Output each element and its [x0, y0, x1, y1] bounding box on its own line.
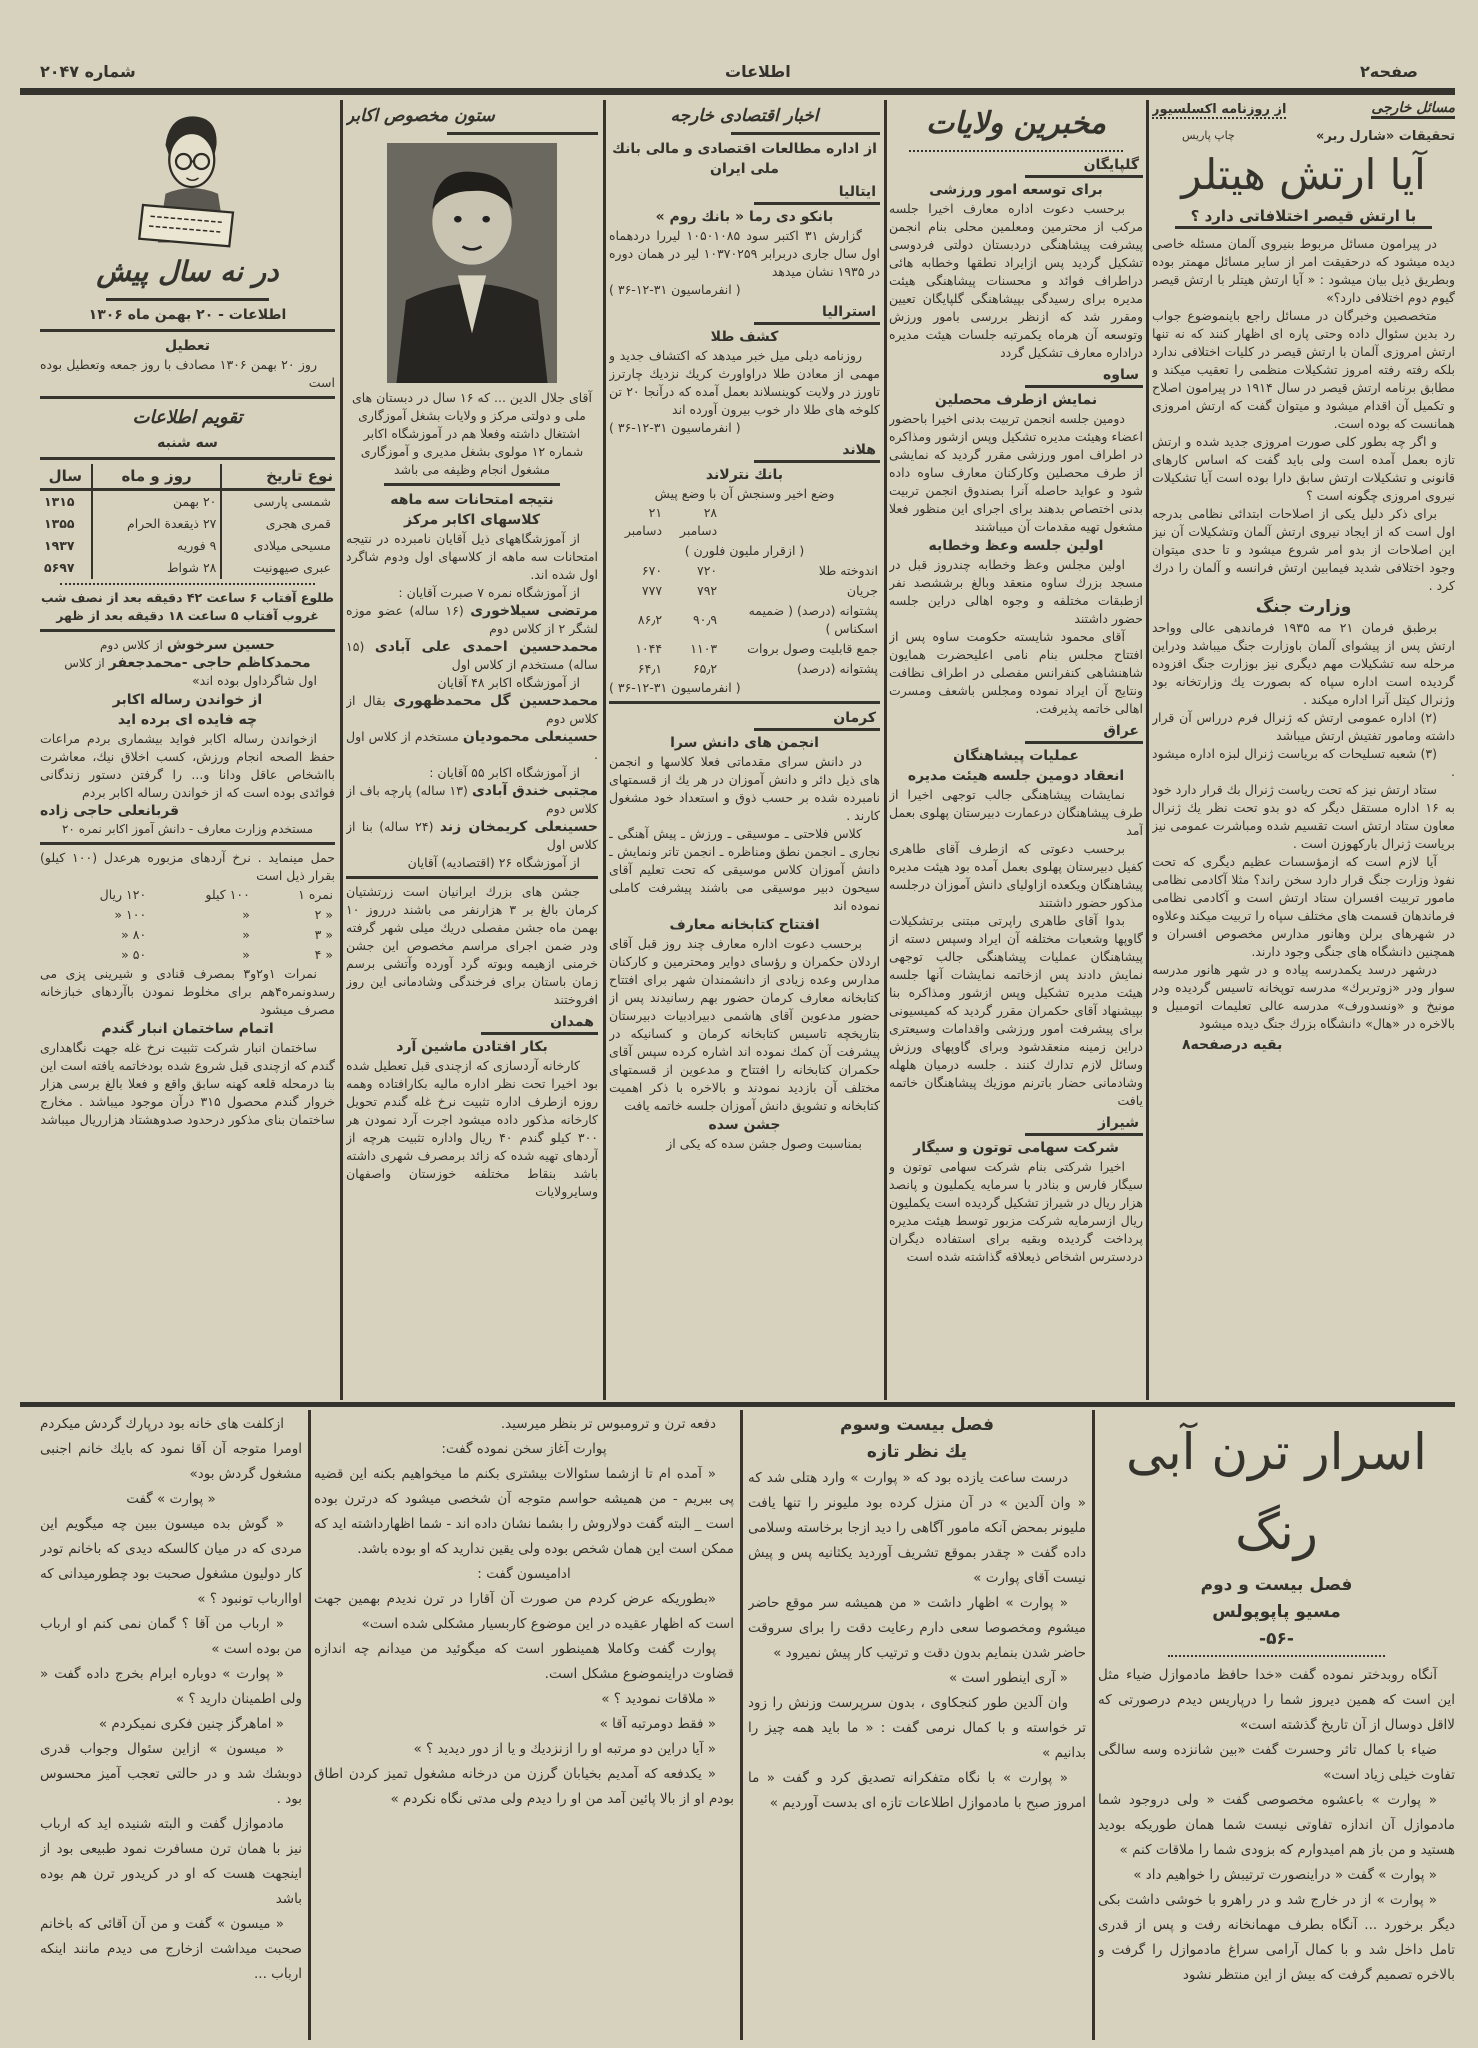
serial-paragraph: ادامیسون گفت :	[477, 1566, 571, 1582]
section-label-australia: استرالیا	[754, 302, 880, 325]
student-detail: (۱۳ ساله) پارچه باف از کلاس دوم	[346, 783, 598, 816]
exam-intro: از آموزشگاههای ذیل آقایان نامبرده در نتیجه امتحانات سه ماهه از کلاسهای اول ودوم شاگرد اول شده اند.	[346, 531, 598, 582]
column-provincial-correspondents	[889, 100, 1143, 1400]
student-line: اول شاگرداول بوده اند»	[191, 673, 317, 688]
article-body: اخیرا شرکتی بنام شرکت سهامی توتون و سیگار فارس و بنادر با سرمایه یکملیون و پانصد هزار ریال در شیراز تشکیل گردیده است یکملیون ریال ازسرمایه شرکت مزبور توسط هیئت مدیره پرداخت گردیده وبقیه برای استفاده دیگران دردسترس اشخاص ذیعلاقه گذاشته شده است	[889, 1159, 1143, 1264]
divider	[40, 396, 335, 399]
essay-body: ازخواندن رساله اکابر فواید بیشماری بردم مراعات حفظ الصحه انجام ورزش، کسب اخلاق نیك، معاشرت بااشخاص عاقل ودانا و... را گرفتن دستور زندگانی فوائدی بوده است که از خواندن رساله اکابر بردم	[40, 731, 335, 800]
column-title: اخبار اقتصادی خارجه	[670, 106, 819, 126]
school-label: از آموزشگاه اکابر ۴۸ آقایان	[437, 675, 580, 690]
flour-grade: « ۳	[314, 927, 333, 942]
article-body: برحسب دعوت اداره معارف چند روز قبل آقای اردلان حکمران و رؤسای دوایر ومحترمین و کارکنان مدارس وعده زیادی از دانشمندان شهر برای افتتاح کتابخانه معارف کرمان حضور بهم رسانیدند پس از حضور مدعوین آقای هاشمی دبیرادبیات دبیرستان بتاریخچه تاسیس کتابخانه کرمان و کسانیکه در پیشرفت آن کمك نموده اند اشاره کرده سپس آقای حکمران کتابخانه را افتتاح و مدعوین از قسمتهای مختلف آن بازدید نمودند و بالاخره با ذکر اهمیت کتابخانه و تشویق دانش آموزان جلسه خاتمه یافت	[609, 936, 880, 1113]
serial-paragraph: « گوش بده میسون ببین چه میگویم این مردی که در میان کالسکه دیدی که باخانم تودر کار دولیون مشغول صحبت بود چطورمیدانی که اواارباب تونبود ؟ »	[40, 1516, 302, 1607]
bank-value: ۷۷۷	[641, 583, 663, 598]
flour-grade: « ۴	[314, 947, 333, 962]
student-name: حسین سرخوش	[166, 637, 276, 653]
student-name: مجتبی خندق آبادی	[471, 783, 598, 799]
article-body: برحسب دعوتی که ازطرف آقای طاهری کفیل دبیرستان پهلوی بعمل آمده بود هیئت مدیره پیشاهنگان ویکعده ازاولیای دانش آموزان درجلسه مذکور حضور داشتند	[889, 841, 1143, 910]
section-label-shiraz: شیراز	[1025, 1113, 1143, 1136]
article-title: عملیات پیشاهنگان	[953, 748, 1079, 764]
bank-row	[609, 561, 880, 581]
chapter-heading: فصل بیست وسوم	[840, 1415, 994, 1435]
student-detail: مستخدم از کلاس اول .	[346, 729, 598, 762]
serial-paragraph: « یکدفعه که آمدیم بخیابان گرزن من درخانه مشغول تمیز کردن اطاق بودم او از بالا پائین آمد من او را دیدم ولی مدتی نگاه نکردم »	[314, 1766, 734, 1807]
photo-caption: آقای جلال الدین ... که ۱۶ سال در دبستان های ملی و دولتی مرکز و ولایات بشغل آموزگاری اشتغال داشته وفعلا هم در آموزشگاه اکابر شماره ۱۲ مولوی بشغل مدیری و آموزگاری مشغول انجام وظیفه می باشد	[351, 390, 593, 477]
chapter-title: یك نظر تازه	[866, 1442, 968, 1462]
article-title: کشف طلا	[710, 329, 779, 345]
bank-value: ۱۰۴۴	[635, 641, 663, 656]
column-rule	[740, 1410, 743, 2040]
serial-paragraph: پوارت گفت وکاملا همینطور است که میگوئید من میدانم چه اندازه قضاوت دراینموضوع مشکل است.	[314, 1641, 734, 1682]
serial-paragraph: « فقط دومرتبه آقا »	[599, 1716, 716, 1732]
article-title: برای توسعه امور ورزشی	[929, 182, 1103, 198]
article-body: (۲) اداره عمومی ارتش که ژنرال فرم درراس آن قرار داشته ومامور تفتیش ارتش میباشد	[1152, 710, 1455, 743]
student-entry	[346, 728, 598, 764]
column-nine-years-calendar	[40, 100, 335, 1400]
serial-paragraph: « پوارت » اظهار داشت « من همیشه سر موقع حاضر میشوم ومخصوصا سعی دارم رعایت دقت را برای سروقت حاضر شدن بنمایم بدون دقت و ترتیب کار پیش نمیرود »	[748, 1595, 1086, 1661]
article-body: در پیرامون مسائل مربوط بنیروی آلمان مسئله خاصی دیده میشود که درحقیقت امر از سایر مسائل مهمتر بوده وبطریق ذیل بیان میشود : « آیا ارتش هیتلر با ارتش قیصر گیوم دوم اختلافی دارد؟»	[1152, 236, 1455, 305]
cartoon-reader-illustration	[40, 100, 335, 250]
zoroastrian-festival-body: جشن های بزرك ایرانیان است زرتشتیان کرمان بالغ بر ۳ هزارنفر می باشند درروز ۱۰ بهمن ماه جشن مفصلی دریك میلی شهر گرفته ودر ضمن اجرای مراسم مخصوص این جشن خرمنی ازهیمه وبوته گرد آورده وآتشی برسم زمان باستان برای فرخندگی وشادمانی این روز افروختند	[346, 884, 598, 1007]
section-label-saveh: ساوه	[1025, 365, 1143, 388]
calendar-year: ۱۹۳۷	[44, 538, 75, 553]
dotted-divider	[60, 583, 315, 585]
article-title: انجمن های دانش سرا	[670, 735, 819, 751]
article-body: بدوا آقای طاهری راپرتی مبتنی برتشکیلات گاوپها وشعبات مختلفه آن ایراد وسپس دسته از پیشاهنگان عملیات پیشاهنگی جالب توجهی نمایش دادند پس ازخاتمه نمایشات آنها جلسه هیئت مدیره تشکیل وپس ازشور ومذاکره بنا بپیشنهاد آقای حکمران مقرر گردید که کمیسیونی برای پیشرفت امور ورزشی واقدامات وسیعتری دراین زمینه منعقدشود وبرای گاوپهای ورزش وسائل لازم تدارك کنند . جلسه درمیان هلهله وشادمانی حضار باترنم موزیك پیشاهنگان خاتمه یافت	[889, 913, 1143, 1108]
student-detail: (۱۵ ساله) مستخدم از کلاس اول	[346, 639, 598, 672]
section-label-hamadan: همدان	[481, 1012, 598, 1035]
bank-row	[609, 601, 880, 639]
serial-paragraph: « آری اینطور است »	[949, 1670, 1068, 1686]
column-hitler-army-article	[1152, 100, 1455, 1400]
continued-on-page-8[interactable]: بقیه درصفحه۸	[1182, 1037, 1283, 1053]
warehouse-body: ساختمان انبار شرکت تثبیت نرخ غله جهت نگاهداری گندم که ازچندی قبل شروع شده بودخاتمه یافته است این بنا درمحله قلعه کهنه سابق واقع و فعلا بالغ برسی هزار خروار گندم محصول ۳۱۵ درآن موجود میباشد . مخارج ساختمان بنای مذکور درحدود صدوهشتاد هزارریال میباشد	[40, 1040, 335, 1127]
serial-paragraph: « آمده ام تا ازشما سئوالات بیشتری بکنم ما میخواهیم بکنه این قضیه پی ببریم - من همیشه حواسم متوجه آن شخصی میشود که درترن بوده است _ البته گفت دولاروش را بشما نشان داده اند - شما اظهارداشته اید که ممکن است این همان شخص بوده ولی یقین ندارید که او بوده باشد.	[314, 1466, 734, 1557]
calendar-row	[40, 513, 335, 535]
serial-paragraph: مادموازل گفت و البته شنیده اید که ارباب نیز با همان ترن مسافرت نمود طبیعی بود از اینجهت هست که او در کریدور ترن هم بوده باشد	[40, 1816, 302, 1907]
student-detail: بقال از کلاس دوم	[346, 693, 598, 726]
student-name: محمدکاظم حاجی -محمدجعفر	[108, 655, 311, 671]
school-label: از آموزشگاه ۲۶ (اقتصادیه) آقایان	[407, 855, 580, 870]
serial-part-b	[314, 1412, 734, 2040]
serial-paragraph: « پوارت » از در خارج شد و در راهرو با خوشی داشت بکی دیگر برخورد ... آنگاه بطرف مهمانخانه رفت و پس از قدری تامل داخل شد و با کمال آرامی سراغ مادموازل را گرفت و بالاخره تصمیم گرفت که بیش از این منتظر نشود	[1098, 1892, 1455, 1983]
bank-row	[609, 581, 880, 601]
serial-paragraph: وان آلدین طور کنجکاوی ، بدون سرپرست وزنش را زود تر خواسته و با کمال نرمی گفت : « ما باید همه چیز را بدانیم »	[748, 1695, 1086, 1761]
article-body: اولین مجلس وعظ وخطابه چندروز قبل در مسجد بزرك ساوه منعقد وبالغ برششصد نفر ازطبقات مختلفه و وجوه اهالی دراین جلسه حضور داشتند	[889, 557, 1143, 626]
serial-paragraph: پوارت آغاز سخن نموده گفت:	[441, 1441, 607, 1457]
serial-paragraph: «بطوریکه عرض کردم من صورت آن آقارا در ترن ندیدم بهمین جهت است که اظهار عقیده در این موضوع کاربسیار مشکلی شده است»	[314, 1591, 734, 1632]
article-body: ستاد ارتش نیز که تحت ریاست ژنرال بك قرار دارد خود به ۱۶ اداره مستقل دیگر که دو بدو تحت نظر یك ژنرال معاون ستاد ارتش است تقسیم شده ومباشرت عمومی نیز بریاست ژنرال بارکهوزن است .	[1152, 782, 1455, 851]
serial-title: اسرار ترن آبی رنگ	[1126, 1423, 1427, 1561]
calendar-year: ۵۶۹۷	[44, 560, 75, 575]
student-entry	[346, 818, 598, 854]
student-name: حسینعلی کریمخان زند	[439, 819, 598, 835]
section-label-italy: ایتالیا	[754, 182, 880, 205]
headline: آیا ارتش هیتلر	[1181, 150, 1426, 199]
student-entry	[346, 638, 598, 674]
bank-value: ۷۲۰	[696, 563, 718, 578]
article-source: ( انفرماسیون ۳۱-۱۲-۳۶ )	[609, 282, 741, 297]
flour-intro: حمل مینماید . نرخ آردهای مزبوره هرعدل (۱۰۰ کیلو) بقرار ذیل است	[40, 850, 335, 883]
weekday: سه شنبه	[157, 435, 218, 451]
serial-paragraph: « پوارت » گفت « دراینصورت ترتیبش را خواهیم داد »	[1133, 1867, 1437, 1883]
student-class: از کلاس	[64, 656, 105, 670]
kicker-foreign-affairs: مسائل خارجی	[1371, 100, 1455, 119]
byline: تحقیقات «شارل ربر»	[1316, 129, 1455, 144]
holiday-title: تعطیل	[164, 338, 210, 354]
flour-grade: نمره ۱	[298, 887, 333, 902]
serial-paragraph: « پوارت » گفت	[126, 1491, 216, 1507]
essay-title: از خواندن رساله اکابر	[112, 692, 263, 708]
serial-paragraph: ازکلفت های خانه بود درپارك گردش میکردم اومرا متوجه آن آقا نمود که بایك خانم اجنبی مشغول گردش بود»	[40, 1416, 302, 1482]
calendar-year: ۱۳۵۵	[44, 516, 75, 531]
divider	[447, 132, 598, 135]
column-rule	[1092, 1410, 1095, 2040]
section-label-kerman: کرمان	[754, 708, 880, 731]
exam-results-title: نتیجه امتحانات سه ماهه	[390, 492, 554, 508]
serial-part-chapter-22	[1098, 1412, 1455, 2040]
flour-price: ۱۰۰ «	[114, 907, 147, 922]
column-title: مخبرین ولایات	[926, 106, 1106, 141]
student-line	[40, 654, 335, 672]
divider	[40, 329, 335, 332]
bank-row-label: پشتوانه (درصد) ( ضمیمه اسکناس )	[748, 603, 878, 636]
article-title: بانك نترلاند	[705, 467, 784, 483]
article-title: شرکت سهامی توتون و سیگار	[913, 1140, 1119, 1156]
column-rule	[308, 1410, 311, 2040]
flour-price-row	[40, 945, 335, 965]
student-detail: (۲۴ ساله) بنا از کلاس اول	[346, 819, 598, 852]
newspaper-name: اطلاعات	[725, 62, 791, 81]
column-rule	[884, 100, 887, 1400]
student-entry	[346, 782, 598, 818]
serial-paragraph: « ملاقات نمودید ؟ »	[601, 1691, 716, 1707]
article-body: برحسب دعوت اداره معارف اخیرا جلسه مرکب از محترمین ومعلمین محلی بنام انجمن پیشرفت پیشاهنگی دردبستان دولتی فردوسی تشکیل گردید پس ازایراد نطقها وخطابه هائی دراطراف فوائد و محسنات پیشاهنگی هیئت مدیره برای رسیدگی بپیشاهنگی گلپایگان تعیین ومقرر شد که ازنظر بررسی بامور ورزش وتوسعه آن هرماه یکمرتبه جلسات هیئت مدیره دراداره معارف تشکیل گردد	[889, 201, 1143, 360]
header-rule	[20, 88, 1455, 95]
student-name: محمدحسین احمدی علی آبادی	[374, 639, 598, 655]
flour-price-row	[40, 925, 335, 945]
student-line	[40, 636, 335, 654]
exam-results-subtitle: کلاسهای اکابر مرکز	[403, 512, 540, 528]
essay-author-note: مستخدم وزارت معارف - دانش آموز اکابر نمره ۲۰	[61, 822, 313, 836]
essay-author: قربانعلی حاجی زاده	[40, 803, 180, 819]
calendar-type: عبری صیهونیت	[252, 560, 331, 575]
student-entry	[346, 692, 598, 728]
section-label-araq: عراق	[1025, 721, 1143, 744]
chapter-heading: فصل بیست و دوم	[1200, 1575, 1353, 1595]
bank-row-label: جمع قابلیت وصول بروات	[747, 641, 878, 656]
divider	[40, 629, 335, 632]
bank-row	[609, 659, 880, 679]
sunrise-time: طلوع آفتاب ۶ ساعت ۴۲ دقیقه بعد از نصف شب	[40, 590, 335, 605]
divider	[384, 483, 560, 486]
column-rule	[340, 100, 343, 1400]
issue-number: شماره ۲۰۴۷	[40, 62, 136, 81]
bank-value: ۶۴٫۱	[637, 661, 663, 676]
bank-unit: ( ازقرار ملیون فلورن )	[684, 543, 805, 558]
flour-price: ۵۰ «	[121, 947, 147, 962]
column-rule	[603, 100, 606, 1400]
source-excelsior: از روزنامه اکسلسیور	[1152, 102, 1287, 117]
flour-price: ۸۰ «	[121, 927, 147, 942]
bank-value: ۷۹۲	[696, 583, 718, 598]
article-body: کلاس فلاحتی ـ موسیقی ـ ورزش ـ پیش آهنگی ـ نجاری ـ انجمن نطق ومناظره ـ انجمن تاتر ونمایش ـ دانش آموزان کلاس موسیقی که تحت تعلیم آقای سیحون دبیر موسیقی می باشند پیشرفت کاملی نموده اند	[609, 826, 880, 913]
essay-title: چه فایده ای برده اید	[117, 712, 258, 728]
edition: چاپ پاریس	[1182, 129, 1235, 142]
article-body: بمناسبت وصول جشن سده که یکی از	[666, 1136, 862, 1151]
article-body: متخصصین وخبرگان در مسائل راجع باینموضوع جواب رد بدین سئوال داده وحتی پاره ای اظهار کنند که نه تنها ارتش امروزی آلمان با ارتش قیصر در کلیات اختلافی ندارد بلکه رفته رفته امروز تشکیلات منظمی را تعقیب میکند و مطابق برنامه ارتش قیصر در سال ۱۹۱۴ در پیرامون اصلاح و تکمیل آن اقدام میشود و میتوان گفت که ارتش امروزی همانست که بوده است.	[1152, 308, 1455, 431]
calendar-type: قمری هجری	[265, 516, 331, 531]
article-body: گزارش ۳۱ اکتبر سود ۱۰۵۰۱۰۸۵ لیررا دردهماه اول سال جاری دربرابر ۱۰۳۷۰۲۵۹ لیر در همان دوره در ۱۹۳۵ نشان میدهد	[609, 228, 880, 279]
calendar-row	[40, 557, 335, 579]
portrait-photo	[387, 143, 557, 383]
divider	[40, 842, 335, 845]
divider	[346, 876, 598, 879]
dotted-divider	[909, 150, 1123, 152]
serial-paragraph: « آیا دراین دو مرتبه او را ازنزدیك و یا از دور دیدید ؟ »	[413, 1741, 716, 1757]
serial-part-a	[40, 1412, 302, 2040]
bank-statement-table	[609, 503, 880, 679]
flour-price-row	[40, 885, 335, 905]
installment-number: -۵۶-	[1259, 1629, 1294, 1649]
article-source: ( انفرماسیون ۳۱-۱۲-۳۶ )	[609, 680, 741, 695]
calendar-day: ۲۸ شواط	[92, 557, 222, 579]
student-entry	[346, 602, 598, 638]
serial-paragraph: دفعه ترن و ترومبوس تر بنظر میرسید.	[500, 1416, 716, 1432]
calendar-day: ۲۷ ذیقعدة الحرام	[92, 513, 222, 535]
student-name: محمدحسین گل محمدظهوری	[393, 693, 598, 709]
bank-value: ۶۵٫۲	[692, 661, 718, 676]
article-body: (۳) شعبه تسلیحات که بریاست ژنرال لبزه اداره میشود .	[1152, 746, 1455, 779]
bank-intro: وضع اخیر وسنجش آن با وضع پیش	[654, 486, 835, 501]
warehouse-title: اتمام ساختمان انبار گندم	[101, 1021, 274, 1037]
article-title: جشن سده	[708, 1117, 781, 1133]
holiday-text: روز ۲۰ بهمن ۱۳۰۶ مصادف با روز جمعه وتعطیل بوده است	[40, 357, 335, 390]
serial-paragraph: ضیاء با کمال تاثر وحسرت گفت «بین شانزده وسه سالگی تفاوت خیلی زیاد است»	[1098, 1742, 1455, 1783]
calendar-table	[40, 464, 335, 579]
bank-row-label: پشتوانه (درصد)	[796, 661, 878, 676]
subheadline: با ارتش قیصر اختلافاتی دارد ؟	[1175, 206, 1433, 229]
article-title: بانکو دی رما « بانك روم »	[655, 209, 834, 225]
chapter-title: مسیو پاپوپولس	[1212, 1602, 1341, 1622]
bank-row	[609, 639, 880, 659]
article-body: روزنامه دیلی میل خبر میدهد که اکتشاف جدید و مهمی از معادن طلا دراواورث کریك نزدیك چارترز تاورز در ولایت کوینسلاند بعمل آمده که درآنجا ۲۰ تن کلوخه های طلا دار خوب بیرون آورده اند	[609, 348, 880, 417]
divider	[106, 298, 268, 301]
article-title: افتتاح کتابخانه معارف	[669, 917, 820, 933]
flour-price-row	[40, 905, 335, 925]
article-body: آقای محمود شایسته حکومت ساوه پس از افتتاح مجلس بنام نامی اعلیحضرت همایون شاهنشاهی کنفرانس مفصلی در اطراف نظافت ونتایج آن ایراد نموده ومجلس باشعف ومسرت اهالی خاتمه پذیرفت.	[889, 629, 1143, 716]
column-title: ستون مخصوص اکابر	[346, 106, 495, 126]
student-detail: (۱۶ ساله) عضو موزه لشگر ۲ از کلاس دوم	[346, 603, 598, 636]
article-title: نمایش ازطرف محصلین	[934, 392, 1098, 408]
serial-part-chapter-23	[748, 1412, 1086, 2040]
bank-value: ۸۶٫۲	[637, 612, 663, 627]
calendar-row	[40, 535, 335, 557]
serial-paragraph: « پوارت » دوباره ابرام بخرج داده گفت « ولی اطمینان دارید ؟ »	[40, 1666, 302, 1707]
school-label: از آموزشگاه نمره ۷ صبرت آقایان :	[398, 585, 580, 600]
dotted-divider	[1168, 1655, 1385, 1657]
nine-years-date: اطلاعات - ۲۰ بهمن ماه ۱۳۰۶	[88, 307, 287, 323]
article-body: برطبق فرمان ۲۱ مه ۱۹۳۵ فرماندهی عالی وواحد ارتش پس از پیشوای آلمان باوزارت جنگ میباشد ودراین مرحله سه تشکیلات مهم دیگری نیز بوزارت جنگ افزوده گردیده است اداره سپاه که بصورت یك وزارتخانه بود وژنرال کیتل آنرا اداره میکند .	[1152, 620, 1455, 707]
calendar-year: ۱۳۱۵	[44, 494, 75, 509]
article-subtitle: انعقاد دومین جلسه هیئت مدیره	[907, 768, 1125, 784]
calendar-header: نوع تاریخ	[221, 464, 335, 490]
bank-value: ۹۰٫۹	[692, 612, 718, 627]
bank-value: ۱۱۰۳	[690, 641, 718, 656]
article-body: در دانش سرای مقدماتی فعلا کلاسها و انجمن های ذیل دائر و دانش آموزان در هر یك از قسمتهای نامبرده شده بر حسب ذوق و استعداد خود مشغول کارند .	[609, 754, 880, 823]
bank-row-label: جریان	[846, 583, 878, 598]
article-title: اولین جلسه وعظ وخطابه	[928, 538, 1104, 554]
bank-row-label: اندوخته طلا	[818, 563, 878, 578]
flour-weight: «	[242, 947, 250, 962]
serial-paragraph: « پوارت » باعشوه مخصوصی گفت « ولی دروجود شما مادموازل آن اندازه تفاوتی نیست شما همان طوریکه بودید هستید و من باز هم امیدوارم که بزودی شما را ملاقات کنم »	[1098, 1792, 1455, 1858]
divider	[40, 457, 335, 460]
calendar-day: ۲۰ بهمن	[92, 490, 222, 514]
student-class: از کلاس دوم	[99, 638, 163, 652]
serial-paragraph: « میسون » گفت و من آن آقائی که باخانم صحبت میداشت ازخارج می دیدم مانند اینکه ارباب ...	[40, 1916, 302, 1982]
student-name: حسینعلی محمودیان	[462, 729, 598, 745]
article-body: درشهر درسد یکمدرسه پیاده و در شهر هانور مدرسه سوار ودر «زوتربرك» مدرسه توپخانه تاسیس گردیده ودر مونیخ و «ونسدورف» مدرسه عالی تعلیمات اتومبیل و بالاخره در «هال» دانشگاه بزرك جنگ دیده میشود	[1152, 962, 1455, 1031]
article-source: ( انفرماسیون ۳۱-۱۲-۳۶ )	[609, 420, 741, 435]
section-label-golpayegan: گلپایگان	[1025, 155, 1143, 178]
serial-paragraph: درست ساعت یازده بود که « پوارت » وارد هتلی شد که « وان آلدین » در آن منزل کرده بود ملیونر را تنها یافت ملیونر بمحض آنکه مامور آگاهی را دید ازجا برخاسته وسلامی داده گفت « چقدر بموقع تشریف آوردید یکثانیه پس و پیش نیست آقای پوارت »	[748, 1470, 1086, 1586]
source-title: از اداره مطالعات اقتصادی و مالی بانك ملی ایران	[612, 141, 877, 177]
serial-paragraph: « میسون » ازاین سئوال وجواب قدری دوبشك شد و در حالتی تعجب آمیز محسوس بود .	[40, 1741, 302, 1807]
serial-paragraph: « اماهرگز چنین فکری نمیکردم »	[98, 1716, 284, 1732]
serial-paragraph: آنگاه روبدختر نموده گفت «خدا حافظ مادموازل ضیاء مثل این است که همین دیروز شما را درپاریس دیدم درصورتی که لااقل دوسال از آن تاریخ گذشته است»	[1098, 1667, 1455, 1733]
column-foreign-economic-news	[609, 100, 880, 1400]
flour-mill-body: کارخانه آردسازی که ازچندی قبل تعطیل شده بود اخیرا تحت نظر اداره مالیه بکارافتاده وهمه روزه ازطرف اداره تثبیت نرخ غله گندم تحویل کارخانه مذکور داده میشود اجرت آرد نمودن هر ۳۰۰ کیلو گندم ۴۰ ریال واداره تثبیت هرچه از آردهای تهیه شده که زائد برمصرف شهری داشته باشد بنقاط مختلفه خوزستان واصفهان وسایرولایات	[346, 1058, 598, 1199]
calendar-type: شمسی پارسی	[253, 494, 331, 509]
article-body: آیا لازم است که ازمؤسسات عظیم دیگری که تحت نفوذ وزارت جنگ قرار دارد سخن راند؟ مثلا آکادمی نظامی مامور تربیت افسران ستاد ارتش است و آکادمی نظامی فرماندهان قسمت های مختلف سپاه را تربیت میکند وعلاوه در شهرهای برلن وهانور مدارس مخصوص افسران و همچنین دانشگاه های جنگی وجود دارند.	[1152, 854, 1455, 959]
calendar-row	[40, 490, 335, 514]
flour-price: ۱۲۰ ریال	[99, 887, 147, 902]
flour-price-table	[40, 885, 335, 965]
article-body: و اگر چه بطور کلی صورت امروزی جدید شده و ارتش تازه بعمل آمده است ولی باید گفت که اساس کارهای قانونی و تشکیلات ارتش سابق دارا بوده است آیا تشکیلات نیروی امروزی چگونه است ؟	[1152, 434, 1455, 503]
bank-date: ۲۱ دسامبر	[624, 505, 663, 538]
calendar-title: تقویم اطلاعات	[132, 407, 243, 428]
school-label: از آموزشگاه اکابر ۵۵ آقایان :	[429, 765, 580, 780]
column-rule	[1146, 100, 1149, 1400]
bank-date: ۲۸ دسامبر	[679, 505, 718, 538]
serial-paragraph: « ارباب من آقا ؟ گمان نمی کنم او ارباب من بوده است »	[40, 1616, 302, 1657]
sunset-time: غروب آفتاب ۵ ساعت ۱۸ دقیقه بعد از ظهر	[56, 608, 319, 623]
calendar-header: روز و ماه	[92, 464, 222, 490]
divider	[609, 701, 880, 704]
section-rule	[20, 1402, 1455, 1407]
article-body: دومین جلسه انجمن تربیت بدنی اخیرا باحضور اعضاء وهیئت مدیره تشکیل وپس ازشور ومذاکره در اطراف امور ورزشی مقرر گردید که نمایشی از طرف محصلین وکارکنان معارف ساوه داده شود و عواید حاصله آنرا بصندوق انجمن تربیت بدنی اختصاص بدهند برای اجرای این منظور فعلا مشغول تهیه مقدمات آن میباشند	[889, 411, 1143, 534]
flour-note: نمرات ۱و۲و۳ بمصرف قنادی و شیرینی پزی می رسدونمره۴هم برای مخلوط نمودن باآردهای خبازخانه مصرف میشود	[40, 966, 335, 1017]
page-number: صفحه۲	[1360, 62, 1418, 81]
column-adult-education	[346, 100, 598, 1400]
section-heading-war-ministry: وزارت جنگ	[1255, 597, 1352, 617]
flour-weight: «	[242, 927, 250, 942]
article-body: برای ذکر دلیل یکی از اصلاحات ابتدائی نظامی بدرجه اول است که از ایجاد نیروی ارتش آلمان وتشکیلات آن نیز این اصلاحات از بدو امر شروع میشود و تا حدی میتوان وجود اختلافی شدید فیمابین ارتش فرانسه و آلمان را درك کرد .	[1152, 506, 1455, 593]
flour-mill-title: بکار افتادن ماشین آرد	[396, 1039, 548, 1055]
divider	[731, 132, 880, 135]
article-body: نمایشات پیشاهنگی جالب توجهی اخیرا از طرف پیشاهنگان درعمارت دبیرستان پهلوی بعمل آمد	[889, 787, 1143, 838]
bank-value: ۶۷۰	[641, 563, 663, 578]
flour-weight: ۱۰۰ کیلو	[205, 887, 250, 902]
nine-years-ago-title: در نه سال پیش	[96, 255, 279, 288]
flour-weight: «	[242, 907, 250, 922]
calendar-type: مسیحی میلادی	[253, 538, 331, 553]
student-name: مرتضی سیلاخوری	[470, 603, 598, 619]
serial-paragraph: « پوارت » با نگاه متفکرانه تصدیق کرد و گفت « ما امروز صبح با مادموازل اطلاعات تازه ای بدست آوردیم »	[748, 1770, 1086, 1811]
section-label-holland: هلاند	[754, 440, 880, 463]
calendar-header: سال	[40, 464, 92, 490]
calendar-day: ۹ فوریه	[92, 535, 222, 557]
flour-grade: « ۲	[314, 907, 333, 922]
